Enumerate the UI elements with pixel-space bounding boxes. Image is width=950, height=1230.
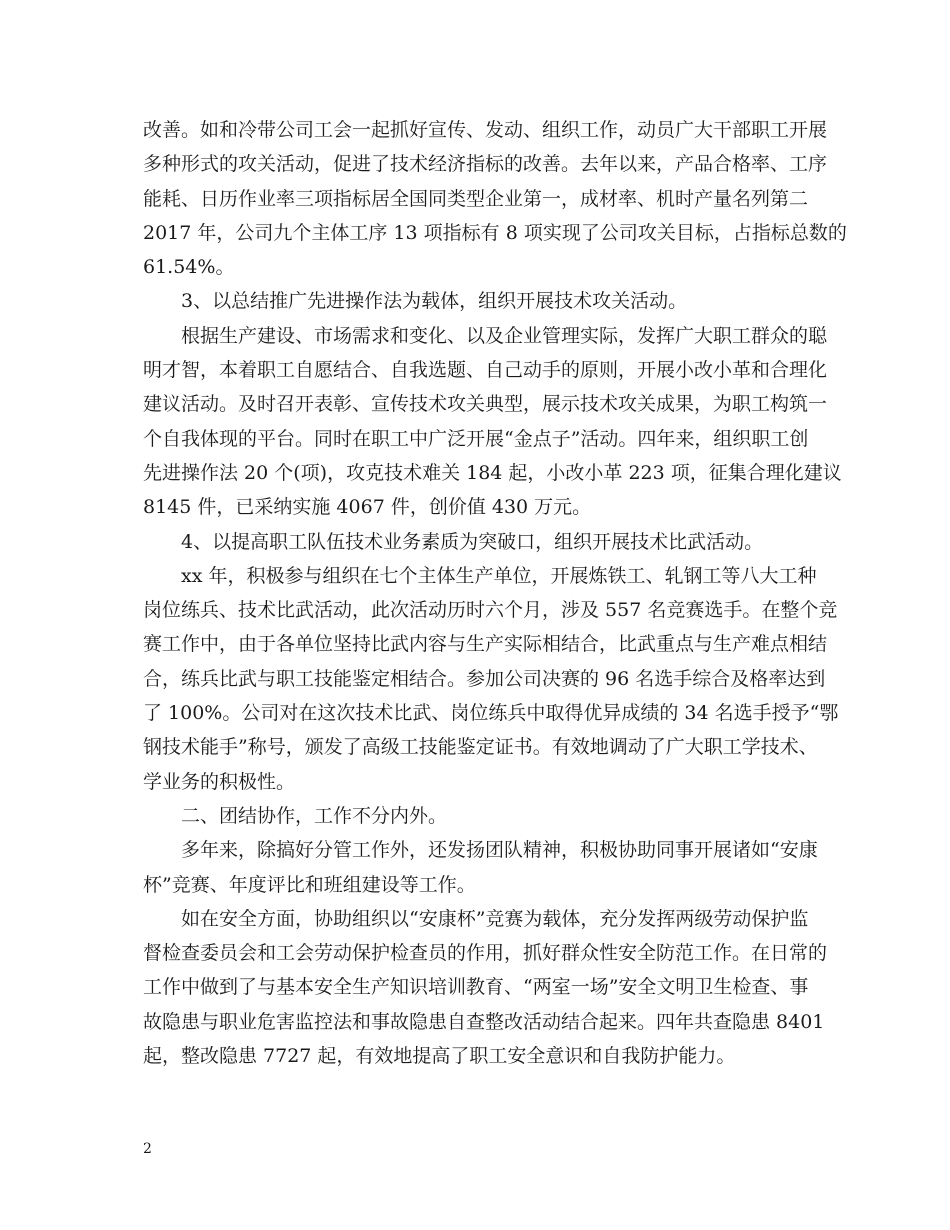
text-line: 根据生产建设、市场需求和变化、以及企业管理实际，发挥广大职工群众的聪 <box>181 324 828 347</box>
text-line: 8145 件，已采纳实施 4067 件，创价值 430 万元。 <box>143 496 592 519</box>
text-line: 钢技术能手”称号，颁发了高级工技能鉴定证书。有效地调动了广大职工学技术、 <box>143 736 818 759</box>
text-line: 4、以提高职工队伍技术业务素质为突破口，组织开展技术比武活动。 <box>181 530 764 553</box>
text-line: 3、以总结推广先进操作法为载体，组织开展技术攻关活动。 <box>181 290 688 313</box>
text-line: xx 年，积极参与组织在七个主体生产单位，开展炼铁工、轧钢工等八大工种 <box>181 564 817 587</box>
text-line: 故隐患与职业危害监控法和事故隐患自查整改活动结合起来。四年共查隐患 8401 <box>143 1010 825 1033</box>
text-line: 岗位练兵、技术比武活动，此次活动历时六个月，涉及 557 名竞赛选手。在整个竞 <box>143 599 838 622</box>
text-line: 明才智，本着职工自愿结合、自我选题、自己动手的原则，开展小改小革和合理化 <box>143 359 828 382</box>
text-line: 能耗、日历作业率三项指标居全国同类型企业第一，成材率、机时产量名列第二 <box>143 187 809 210</box>
text-line: 改善。如和冷带公司工会一起抓好宣传、发动、组织工作，动员广大干部职工开展 <box>143 119 828 141</box>
document-body <box>143 113 847 1073</box>
text-line: 先进操作法 20 个(项)，攻克技术难关 184 起，小改小革 223 项，征集合理化建议 <box>143 461 842 484</box>
text-line: 2017 年，公司九个主体工序 13 项指标有 8 项实现了公司攻关目标，占指标总数的 <box>143 221 847 244</box>
text-line: 起，整改隐患 7727 起，有效地提高了职工安全意识和自我防护能力。 <box>143 1045 736 1068</box>
text-line: 合，练兵比武与职工技能鉴定相结合。参加公司决赛的 96 名选手综合及格率达到 <box>143 667 826 690</box>
page-number: 2 <box>143 1141 152 1157</box>
text-line: 个自我体现的平台。同时在职工中广泛开展“金点子”活动。四年来，组织职工创 <box>143 427 809 450</box>
text-line: 了 100%。公司对在这次技术比武、岗位练兵中取得优异成绩的 34 名选手授予“鄂 <box>143 702 839 725</box>
text-line: 多年来，除搞好分管工作外，还发扬团队精神，积极协助同事开展诸如“安康 <box>181 839 818 862</box>
text-line: 督检查委员会和工会劳动保护检查员的作用，抓好群众性安全防范工作。在日常的 <box>143 942 828 965</box>
text-line: 工作中做到了与基本安全生产知识培训教育、“两室一场”安全文明卫生检查、事 <box>143 976 809 999</box>
text-line: 赛工作中，由于各单位坚持比武内容与生产实际相结合，比武重点与生产难点相结 <box>143 633 828 656</box>
text-line: 多种形式的攻关活动，促进了技术经济指标的改善。去年以来，产品合格率、工序 <box>143 153 828 176</box>
text-line: 二、团结协作，工作不分内外。 <box>181 804 448 827</box>
text-line: 如在安全方面，协助组织以“安康杯”竞赛为载体，充分发挥两级劳动保护监 <box>181 907 809 930</box>
text-line: 学业务的积极性。 <box>143 770 296 793</box>
text-line: 61.54%。 <box>143 256 235 279</box>
text-line: 杯”竞赛、年度评比和班组建设等工作。 <box>143 873 476 896</box>
text-line: 建议活动。及时召开表彰、宣传技术攻关典型，展示技术攻关成果，为职工构筑一 <box>143 393 828 416</box>
